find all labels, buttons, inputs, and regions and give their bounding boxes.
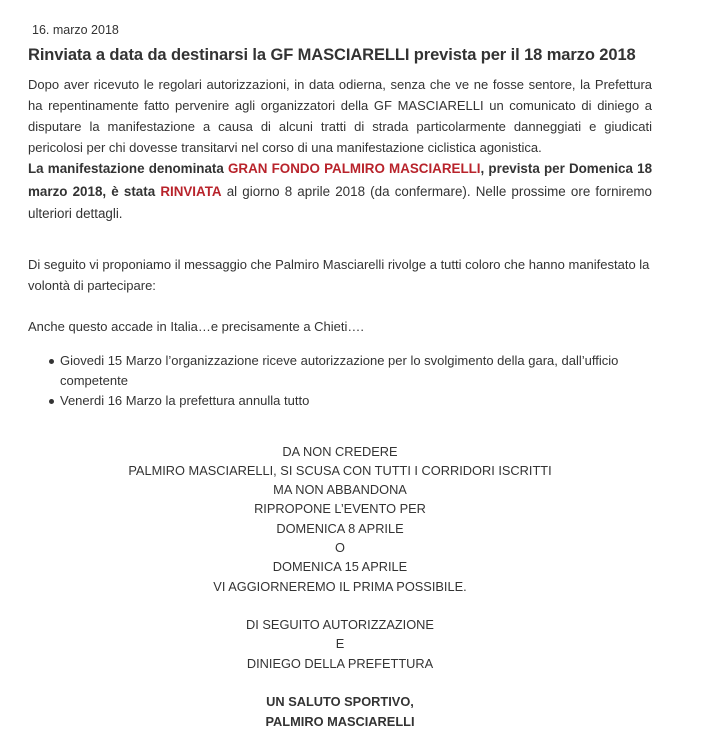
announcement-line: MA NON ABBANDONA [273, 482, 407, 498]
bullet-icon [49, 399, 54, 404]
list-item-text: Venerdi 16 Marzo la prefettura annulla tutto [60, 392, 310, 408]
announcement-line: DOMENICA 8 APRILE [276, 520, 404, 536]
event-name: GRAN FONDO PALMIRO MASCIARELLI [228, 161, 481, 176]
intro-paragraph: Dopo aver ricevuto le regolari autorizzazioni, in data odierna, senza che ve ne fosse sentore, la Prefettura ha repentinamente fatto pervenire agli organizzatori della GF MASCIARELLI un comunicato di diniego a disputare la manifestazione a causa di alcuni tratti di strada particolarmente danneggiati e giudicati pericolosi per chi dovesse transitarvi nel corso di una manifestazione ciclistica agonistica. [28, 77, 652, 155]
article-title: Rinviata a data da destinarsi la GF MASCIARELLI prevista per il 18 marzo 2018 [28, 46, 636, 64]
lead-paragraph [28, 158, 652, 226]
spacer [28, 226, 652, 254]
lead-text-2: , prevista per Domenica 18 marzo 2018, è stata [28, 161, 653, 199]
italy-line: Anche questo accade in Italia…e precisamente a Chieti…. [28, 318, 365, 334]
announcement-line: PALMIRO MASCIARELLI, SI SCUSA CON TUTTI I CORRIDORI ISCRITTI [128, 462, 552, 478]
list-item [28, 351, 652, 391]
lead-text-1: La manifestazione denominata [28, 161, 229, 176]
article [0, 21, 652, 731]
list-item-text: Giovedi 15 Marzo l’organizzazione riceve autorizzazione per lo svolgimento della gara, dall’ufficio competente [60, 352, 619, 388]
post-date: 16. marzo 2018 [32, 23, 119, 37]
lead-text-3: al giorno 8 aprile 2018 (da confermare). Nelle prossime ore forniremo ulteriori dettagli. [28, 183, 652, 221]
announcement-line: DOMENICA 15 APRILE [272, 559, 408, 575]
announcement-line: VI AGGIORNEREMO IL PRIMA POSSIBILE. [213, 578, 467, 594]
spacer [28, 596, 652, 615]
announcement-block [28, 442, 652, 731]
message-intro: Di seguito vi proponiamo il messaggio che Palmiro Masciarelli rivolge a tutti coloro che hanno manifestato la volontà di partecipare: [28, 256, 650, 293]
announcement-line: DA NON CREDERE [282, 443, 398, 459]
timeline-list [28, 351, 652, 411]
list-item [28, 391, 652, 411]
documents-line: DI SEGUITO AUTORIZZAZIONE [246, 617, 434, 633]
bullet-icon [49, 359, 54, 364]
spacer [28, 296, 652, 316]
signoff-signature: PALMIRO MASCIARELLI [265, 713, 415, 729]
documents-line: DINIEGO DELLA PREFETTURA [246, 655, 434, 671]
status-rinviata: RINVIATA [160, 183, 222, 199]
announcement-line: O [335, 539, 345, 555]
spacer [28, 673, 652, 692]
documents-line: E [335, 636, 345, 652]
signoff-line: UN SALUTO SPORTIVO, [266, 694, 414, 710]
announcement-line: RIPROPONE L’EVENTO PER [254, 501, 426, 517]
